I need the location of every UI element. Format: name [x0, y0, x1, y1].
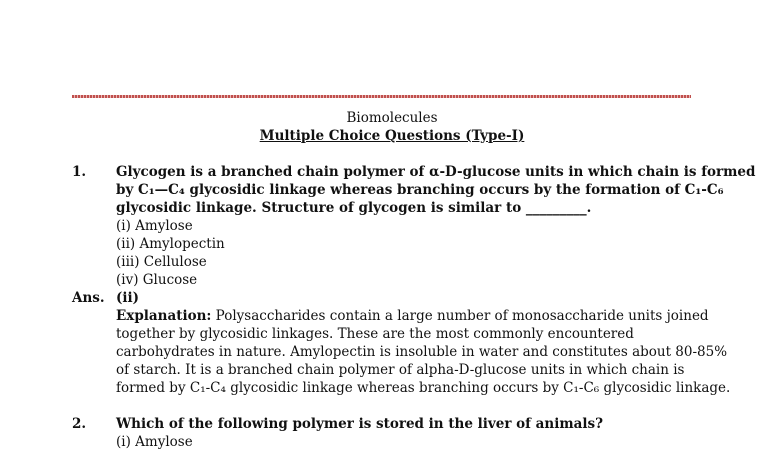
- question-number: 1.: [72, 164, 87, 180]
- option-list: [116, 433, 716, 451]
- option-item: (i) Amylose: [116, 218, 193, 234]
- question-stem-line: by C₁—C₄ glycosidic linkage whereas branching occurs by the formation of C₁-C₆: [116, 182, 724, 198]
- explanation-line: together by glycosidic linkages. These are the most commonly encountered: [116, 326, 634, 342]
- explanation-line: carbohydrates in nature. Amylopectin is insoluble in water and constitutes about 80-85%: [116, 344, 728, 360]
- explanation-text: Polysaccharides contain a large number of monosaccharide units joined: [211, 308, 709, 324]
- option-item: (iii) Cellulose: [116, 254, 207, 270]
- answer-value: (ii): [116, 290, 140, 306]
- answer-label: Ans.: [72, 290, 105, 306]
- question-stem-line: Which of the following polymer is stored in the liver of animals?: [116, 416, 604, 432]
- question-stem-line: glycosidic linkage. Structure of glycogen is similar to _________.: [116, 200, 592, 216]
- option-item: (ii) Amylopectin: [116, 236, 225, 252]
- option-list: [116, 217, 716, 289]
- explanation-line: of starch. It is a branched chain polymer of alpha-D-glucose units in which chain is: [116, 362, 685, 378]
- subject-title: Biomolecules: [346, 110, 438, 126]
- explanation-line: formed by C₁-C₄ glycosidic linkage whereas branching occurs by C₁-C₆ glycosidic linkage.: [116, 380, 731, 396]
- explanation-line: [116, 307, 716, 325]
- option-item: (i) Amylose: [116, 434, 193, 450]
- explanation: [116, 307, 731, 397]
- question-number: 2.: [72, 416, 87, 432]
- question-stem-line: Glycogen is a branched chain polymer of α-D-glucose units in which chain is formed: [116, 164, 756, 180]
- question-stem: [116, 163, 756, 217]
- header-divider: [72, 95, 691, 98]
- option-item: (iv) Glucose: [116, 272, 198, 288]
- explanation-label: Explanation:: [116, 308, 212, 324]
- question-stem: [116, 415, 716, 433]
- section-title: Multiple Choice Questions (Type-I): [259, 128, 525, 144]
